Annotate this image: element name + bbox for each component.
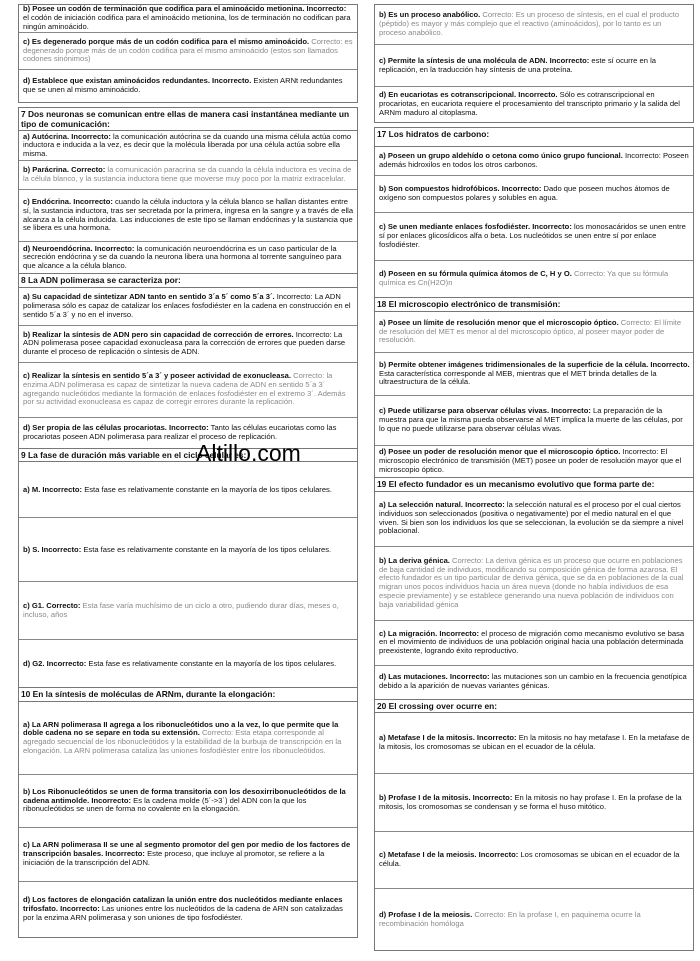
- question-title: 18 El microscopio electrónico de transmisión:: [375, 298, 693, 312]
- question-20: [374, 700, 694, 952]
- answer-option: d) Poseen en su fórmula química átomos de C, H y O. Correcto: Ya que su fórmula química es Cn(H2O)n: [379, 269, 669, 287]
- answer-option: d) G2. Incorrecto: Esta fase es relativamente constante en la mayoría de los tipos celulares.: [23, 658, 337, 668]
- question-title: 17 Los hidratos de carbono:: [375, 128, 693, 147]
- answer-option: a) Autócrina. Incorrecto: la comunicación autócrina se da cuando una misma célula actúa como inductora e inducida a la vez, es decir que la molécula liberada por una célula actúa sobre ella misma.: [19, 131, 357, 161]
- question-title: 8 La ADN polimerasa se caracteriza por:: [19, 274, 357, 288]
- answer-option: c) Metafase I de la meiosis. Incorrecto: Los cromosomas se ubican en el ecuador de la célula.: [375, 832, 693, 889]
- left-top-block: [18, 4, 358, 103]
- answer-option: a) Metafase I de la mitosis. Incorrecto: En la mitosis no hay metafase I. En la metafase de la mitosis, los cromosomas se ubican en el ecuador de la célula.: [375, 713, 693, 774]
- answer-option: b) Parácrina. Correcto: la comunicación paracrina se da cuando la célula inductora es vecina de la célula blanco, y la sustancia inductora tiene que moverse muy poco por la matriz extracelular.: [19, 161, 357, 190]
- answer-option: b) La deriva génica. Correcto: La deriva génica es un proceso que ocurre en poblaciones de baja cantidad de individuos, modificando su composición génica de forma azarosa. El efecto fundador es un tipo particular de deriva génica, que se da en poblaciones de la cual migran unos pocos individuos hacia un área nueva (donde no había individuos de esa especie previamente) y se establece generando una nueva población de individuos con baja variabilidad génica: [375, 547, 693, 621]
- left-top-option: c) Es degenerado porque más de un codón codifica para el mismo aminoácido. Correcto: es degenerado porque más de un codón codifica para el mismo aminoácido (estos son llamados codones sinónimos): [19, 33, 357, 70]
- answer-option: d) Los factores de elongación catalizan la unión entre dos nucleótidos mediante enlaces trifosfato. Incorrecto: Las uniones entre los nucleótidos de la cadena de ARN son catalizadas por la enzima ARN polimerasa y son uniones de tipo fosfodiéster.: [23, 895, 343, 922]
- answer-option: d) Posee un poder de resolución menor que el microscopio óptico. Incorrecto: El microscopio electrónico de transmisión (MET) posee un poder de resolución mayor que el microscopio óptico.: [379, 447, 682, 474]
- right-top-option: d) En eucariotas es cotranscripcional. Incorrecto. Sólo es cotranscripcional en procariotas, en eucariota requiere el procesamiento del transcripto primario y la salida del ARNm maduro al citoplasma.: [379, 90, 680, 117]
- answer-option: c) Endócrina. Incorrecto: cuando la célula inductora y la célula blanco se hallan distantes entre sí, la sustancia inductora, tras ser secretada por la primera, ingresa en la sangre y a través de ella alcanza a la célula inducida. Las inducciones de este tipo se llaman endócrinas y la sustancia que se libera es una hormona.: [19, 190, 357, 242]
- answer-option: b) Realizar la síntesis de ADN pero sin capacidad de corrección de errores. Incorrecto: La ADN polimerasa posee capacidad exonucleasa para la corrección de errores que pueden darse durante el proceso de replicación o síntesis de ADN.: [19, 326, 357, 363]
- answer-option: a) Poseen un grupo aldehído o cetona como único grupo funcional. Incorrecto: Poseen además hidroxilos en todos los otros carbonos.: [375, 147, 693, 176]
- answer-option: d) Profase I de la meiosis. Correcto: En la profase I, en paquinema ocurre la recombinación homóloga: [379, 909, 641, 928]
- right-top-option: b) Es un proceso anabólico. Correcto: Es un proceso de síntesis, en el cual el producto (péptido) es mayor y más complejo que el reactivo (aminoácidos), por lo tanto es un proceso anabólico.: [375, 5, 693, 45]
- question-title: 7 Dos neuronas se comunican entre ellas de manera casi instantánea mediante un tipo de comunicación:: [19, 108, 357, 131]
- answer-option: d) Ser propia de las células procariotas. Incorrecto: Tanto las células eucariotas como las procariotas poseen ADN polimerasa para realizar el proceso de replicación.: [23, 423, 337, 441]
- answer-option: a) M. Incorrecto: Esta fase es relativamente constante en la mayoría de los tipos celulares.: [19, 462, 357, 518]
- answer-option: a) Posee un límite de resolución menor que el microscopio óptico. Correcto: El límite de resolución del MET es menor al del microscopio óptico, al poseer mayor poder de resolución.: [375, 312, 693, 353]
- left-column: [18, 4, 358, 938]
- answer-option: c) Realizar la síntesis en sentido 5´a 3´ y poseer actividad de exonucleasa. Correcto: la enzima ADN polimerasa es capaz de sintetizar la nueva cadena de ADN en sentido 5´a 3´ agregando nucleótidos mediante la formación de enlaces fosfodiéster en el extremo 3´. Además por su actividad exonucleasa es capaz de corregir errores durante la replicación.: [19, 363, 357, 418]
- answer-option: b) Los Ribonucleótidos se unen de forma transitoria con los desoxirribonucleótidos de la cadena antimolde. Incorrecto: Es la cadena molde (5´->3´) del ADN con la que los ribonucleótidos se unen de forma no covalente en la elongación.: [19, 775, 357, 828]
- answer-option: a) Su capacidad de sintetizar ADN tanto en sentido 3´a 5´ como 5´a 3´. Incorrecto: La ADN polimerasa sólo es capaz de catalizar los enlaces fosfodiéster en la cadena en construcción en el sentido 5´a 3´ y no en el inverso.: [19, 288, 357, 326]
- answer-option: a) La selección natural. Incorrecto: la selección natural es el proceso por el cual ciertos individuos son seleccionados (positiva o negativamente) por el medio natural en el que viven. Si bien son los individuos los que se seleccionan, la evolución se da siempre a nivel poblacional.: [375, 492, 693, 547]
- question-17: [374, 127, 694, 298]
- answer-option: c) La ARN polimerasa II se une al segmento promotor del gen por medio de los factores de transcripción basales. Incorrecto: Este proceso, que incluye al promotor, se refiere a la iniciación de la transcripción del ADN.: [19, 828, 357, 882]
- question-19: [374, 478, 694, 700]
- question-7: [18, 107, 358, 274]
- answer-option: b) S. Incorrecto: Esta fase es relativamente constante en la mayoría de los tipos celulares.: [19, 518, 357, 582]
- answer-option: c) G1. Correcto: Esta fase varía muchísimo de un ciclo a otro, pudiendo durar días, meses o, incluso, años: [19, 582, 357, 640]
- question-title: 10 En la síntesis de moléculas de ARNm, durante la elongación:: [19, 688, 357, 702]
- answer-option: c) Puede utilizarse para observar células vivas. Incorrecto: La preparación de la muestra para que la misma pueda observarse al MET implica la muerte de las células, por lo que no puede utilizarse para observar células vivas.: [375, 396, 693, 446]
- answer-option: b) Profase I de la mitosis. Incorrecto: En la mitosis no hay profase I. En la profase de la mitosis, los cromosomas se condensan y se forma el huso mitótico.: [375, 774, 693, 832]
- watermark-text: Altillo.com: [196, 440, 301, 466]
- question-18: [374, 298, 694, 478]
- left-top-option: b) Posee un codón de terminación que codifica para el aminoácido metionina. Incorrecto: el codón de iniciación codifica para el aminoácido metionina, los de terminación no codifican para ningún aminoácido.: [19, 5, 357, 33]
- question-8: [18, 274, 358, 449]
- answer-option: b) Son compuestos hidrofóbicos. Incorrecto: Dado que poseen muchos átomos de oxígeno son compuestos polares y solubles en agua.: [375, 176, 693, 213]
- right-top-block: [374, 4, 694, 123]
- answer-option: d) Neuroendócrina. Incorrecto: la comunicación neuroendócrina es un caso particular de la secreción endócrina y se da cuando la neurona libera una hormona al torrente sanguíneo para que alcance a la célula blanco.: [23, 243, 342, 271]
- question-title: 9 La fase de duración más variable en el ciclo celular es:: [19, 449, 357, 463]
- right-top-option: c) Permite la síntesis de una molécula de ADN. Incorrecto: este sí ocurre en la replicación, en la traducción hay síntesis de una proteína.: [375, 45, 693, 87]
- question-title: 20 El crossing over ocurre en:: [375, 700, 693, 714]
- answer-option: a) La ARN polimerasa II agrega a los ribonucleótidos uno a la vez, lo que permite que la doble cadena no se separe en toda su extensión. Correcto: Esta etapa corresponde al agregado secuencial de los ribonucleótidos y la estabilidad de la burbuja de transcripción en la elongación. La ARN polimerasa cataliza las uniones fosfodiéster entre los ribonucleótidos.: [19, 702, 357, 775]
- answer-option: c) Se unen mediante enlaces fosfodiéster. Incorrecto: los monosacáridos se unen entre sí por enlaces glicosídicos alfa o beta. Los nucleótidos se unen entre sí por enlace fosfodiéster.: [375, 213, 693, 261]
- question-10: [18, 688, 358, 938]
- answer-option: d) Las mutaciones. Incorrecto: las mutaciones son un cambio en la frecuencia genotípica debido a la aparición de nuevas variantes génicas.: [379, 672, 687, 691]
- question-title: 19 El efecto fundador es un mecanismo evolutivo que forma parte de:: [375, 478, 693, 492]
- left-top-option: d) Establece que existan aminoácidos redundantes. Incorrecto. Existen ARNt redundantes que se unen al mismo aminoácido.: [23, 76, 343, 94]
- right-column: [374, 4, 694, 951]
- question-9: [18, 449, 358, 689]
- answer-option: c) La migración. Incorrecto: el proceso de migración como mecanismo evolutivo se basa en el movimiento de individuos de una población original hacia una población determinada preexistente, logrando éxito reproductivo.: [375, 621, 693, 666]
- answer-option: b) Permite obtener imágenes tridimensionales de la superficie de la célula. Incorrecto. Esta característica corresponde al MEB, mientras que el MET brinda detalles de la ultraestructura de la célula.: [375, 353, 693, 396]
